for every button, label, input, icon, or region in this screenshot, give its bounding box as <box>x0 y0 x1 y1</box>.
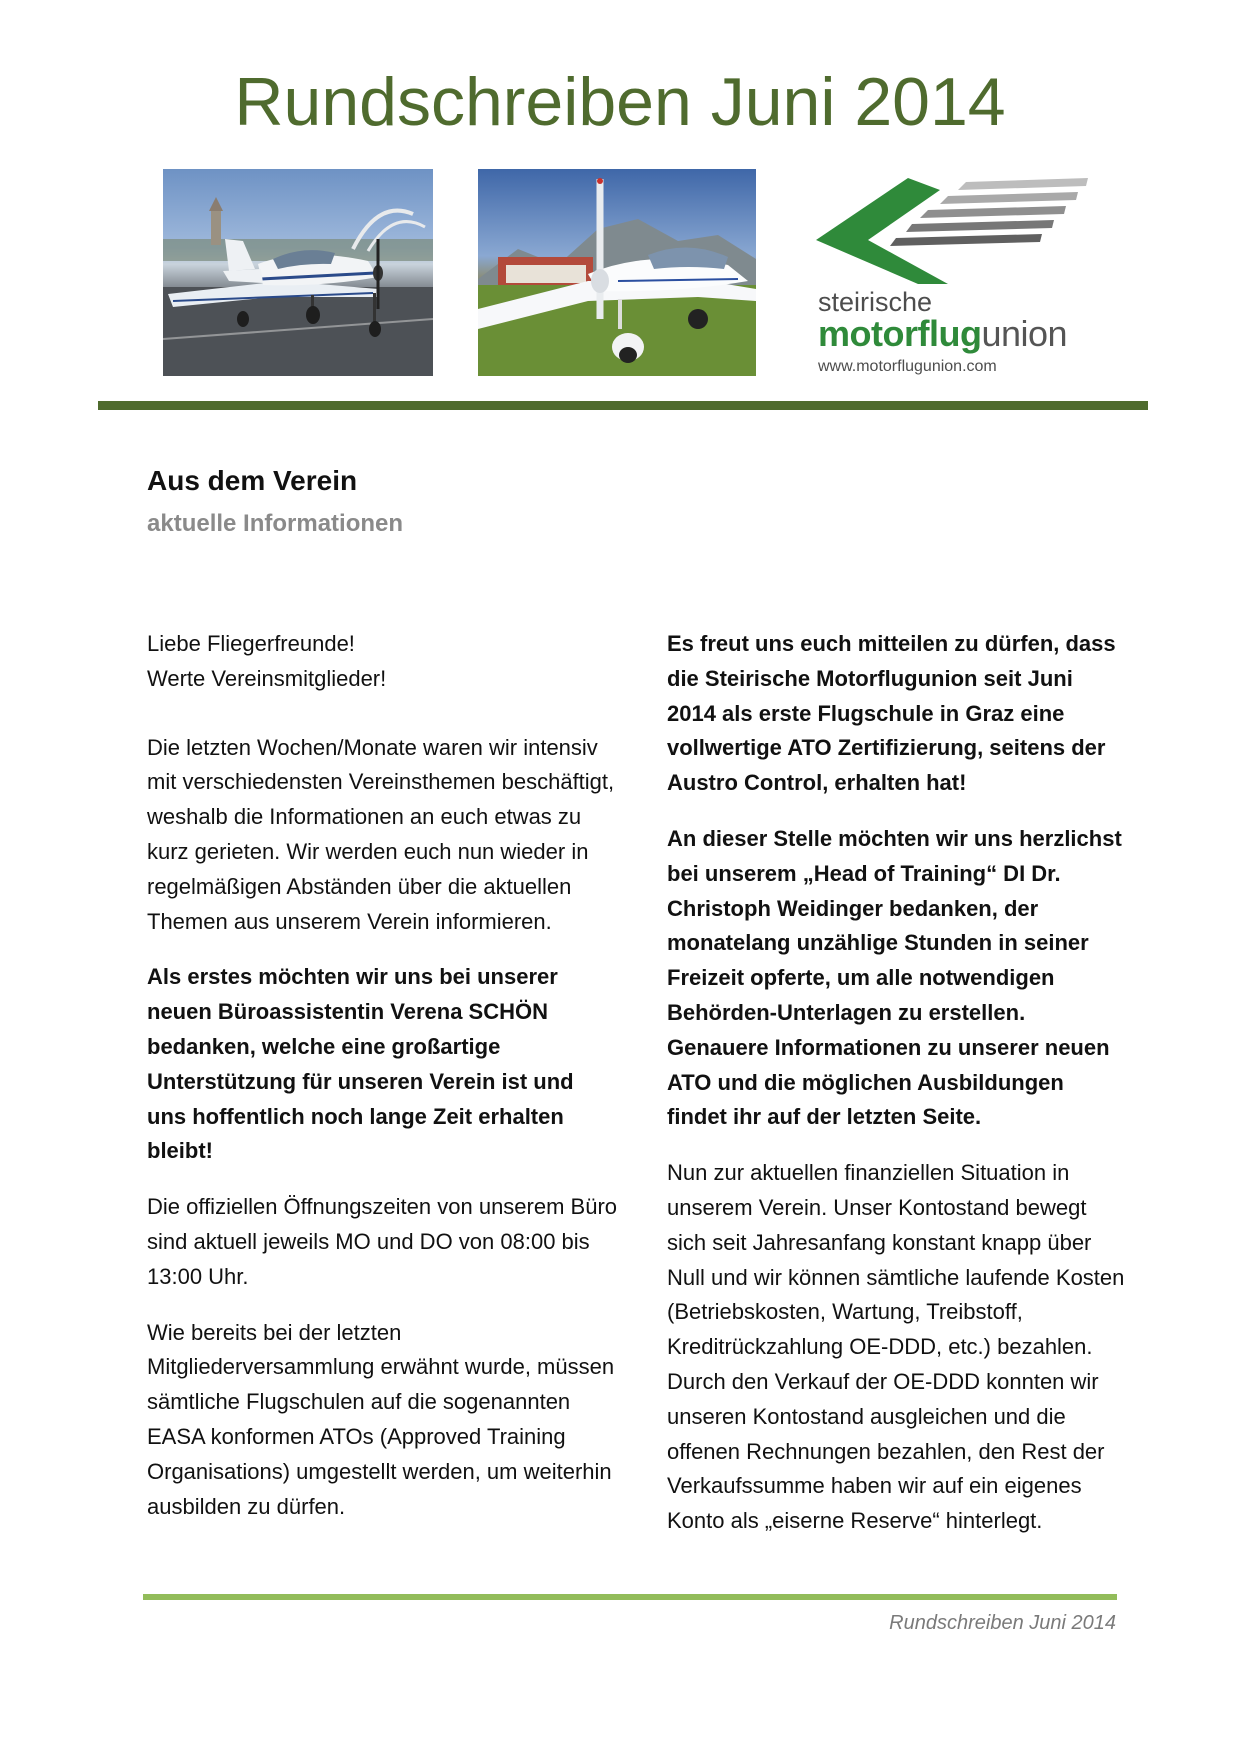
paragraph-easa-ato: Wie bereits bei der letzten Mitgliederversammlung erwähnt wurde, müssen sämtliche Flugschulen auf die sogenannten EASA konformen ATOs (Approved Training Organisations) umgestellt werden, um weiterhin ausbilden zu dürfen. <box>147 1319 615 1519</box>
logo-url: www.motorflugunion.com <box>818 358 997 375</box>
logo-chevron-icon <box>816 176 1106 286</box>
paragraph-intro: Die letzten Wochen/Monate waren wir intensiv mit verschiedensten Vereinsthemen beschäftigt, weshalb die Informationen an euch etwas zu kurz gerieten. Wir werden euch nun wieder in regelmäßigen Abständen über die aktuellen Themen aus unserem Verein informieren. <box>147 734 615 934</box>
greeting <box>147 627 617 697</box>
logo-text-union: union <box>981 313 1068 354</box>
header-divider <box>98 401 1148 410</box>
paragraph-office-hours: Die offiziellen Öffnungszeiten von unserem Büro sind aktuell jeweils MO und DO von 08:00 bis 13:00 Uhr. <box>147 1194 618 1289</box>
greeting-line-2: Werte Vereinsmitglieder! <box>147 665 387 691</box>
aircraft-photo-apron <box>163 169 433 376</box>
paragraph-thanks-assistant: Als erstes möchten wir uns bei unserer neuen Büroassistentin Verena SCHÖN bedanken, welche eine großartige Unterstützung für unseren Verein ist und uns hoffentlich noch lange Zeit erhalten bleibt! <box>147 964 574 1164</box>
logo-text-motorflugunion <box>818 314 1067 354</box>
paragraph-finances: Nun zur aktuellen finanziellen Situation in unserem Verein. Unser Kontostand bewegt sich seit Jahresanfang konstant knapp über Null und wir können sämtliche laufende Kosten (Betriebskosten, Wartung, Treibstoff, Kreditrückzahlung OE-DDD, etc.) bezahlen. Durch den Verkauf der OE-DDD konnten wir unseren Kontostand ausgleichen und die offenen Rechnungen bezahlen, den Rest der Verkaufssumme haben wir auf ein eigenes Konto als „eiserne Reserve“ hinterlegt. <box>667 1160 1125 1534</box>
footer-divider <box>143 1594 1117 1600</box>
right-column <box>667 627 1127 1560</box>
paragraph-thanks-head-of-training: An dieser Stelle möchten wir uns herzlichst bei unserem „Head of Training“ DI Dr. Christoph Weidinger bedanken, der monatelang unzählige Stunden in seiner Freizeit opferte, um alle notwendigen Behörden-Unterlagen zu erstellen. Genauere Informationen zu unserer neuen ATO und die möglichen Ausbildungen findet ihr auf der letzten Seite. <box>667 825 1122 1130</box>
paragraph-ato-certification: Es freut uns euch mitteilen zu dürfen, dass die Steirische Motorflugunion seit Juni 2014 als erste Flugschule in Graz eine vollwertige ATO Zertifizierung, seitens der Austro Control, erhalten hat! <box>667 631 1116 796</box>
motorflugunion-logo <box>816 176 1106 376</box>
page-footer: Rundschreiben Juni 2014 <box>889 1612 1116 1634</box>
logo-text-motorflug: motorflug <box>818 313 982 354</box>
section-heading: Aus dem Verein <box>147 465 358 496</box>
section-subheading: aktuelle Informationen <box>147 510 404 537</box>
logo-text-steirische: steirische <box>818 287 933 317</box>
aircraft-photo-grass <box>478 169 756 376</box>
aircraft-apron-illustration <box>163 169 433 376</box>
greeting-line-1: Liebe Fliegerfreunde! <box>147 631 355 656</box>
aircraft-grass-illustration <box>478 169 756 376</box>
left-column <box>147 627 617 1545</box>
page-title: Rundschreiben Juni 2014 <box>234 64 1006 140</box>
